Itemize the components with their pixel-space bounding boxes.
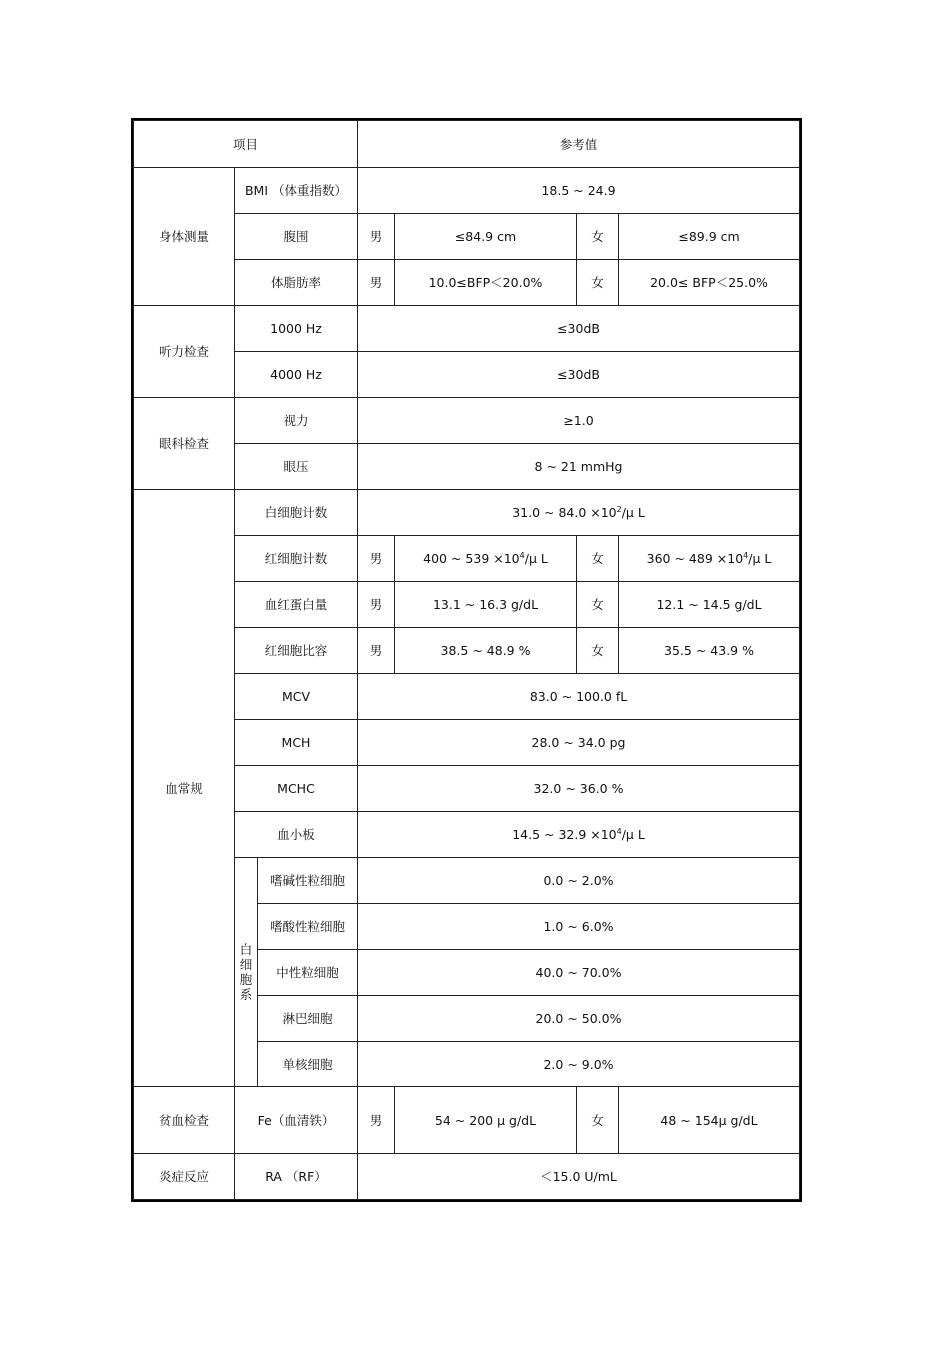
- category-body-measure: 身体测量: [134, 168, 235, 306]
- item-label: MCV: [235, 674, 358, 720]
- male-label: 男: [358, 582, 395, 628]
- female-value: 20.0≤ BFP＜25.0%: [619, 260, 800, 306]
- reference-value: 2.0 ~ 9.0%: [358, 1042, 800, 1087]
- reference-value: ≤30dB: [358, 306, 800, 352]
- item-label: 血红蛋白量: [235, 582, 358, 628]
- category-blood: 血常规: [134, 490, 235, 1087]
- item-label: 腹围: [235, 214, 358, 260]
- male-label: 男: [358, 260, 395, 306]
- male-value: 38.5 ~ 48.9 %: [395, 628, 577, 674]
- table-row: [134, 1154, 800, 1200]
- table-row: [134, 306, 800, 352]
- item-label: 白细胞计数: [235, 490, 358, 536]
- item-label: 眼压: [235, 444, 358, 490]
- male-label: 男: [358, 1087, 395, 1154]
- item-label: 视力: [235, 398, 358, 444]
- reference-value: 31.0 ~ $84.0 \times 10^2/\mu$ L: [358, 490, 800, 536]
- male-value: 54 ~ 200 μ g/dL: [395, 1087, 577, 1154]
- reference-value: ≤30dB: [358, 352, 800, 398]
- reference-value: ＜15.0 U/mL: [358, 1154, 800, 1200]
- item-label: Fe（血清铁）: [235, 1087, 358, 1154]
- reference-value: 1.0 ~ 6.0%: [358, 904, 800, 950]
- item-label: 红细胞计数: [235, 536, 358, 582]
- reference-value: ≥1.0: [358, 398, 800, 444]
- item-label: 血小板: [235, 812, 358, 858]
- category-eye: 眼科检查: [134, 398, 235, 490]
- male-value: 10.0≤BFP＜20.0%: [395, 260, 577, 306]
- item-label: RA （RF）: [235, 1154, 358, 1200]
- male-value: 13.1 ~ 16.3 g/dL: [395, 582, 577, 628]
- header-item: 项目: [134, 121, 358, 168]
- female-value: 360 ~ $489 \times 10^4/\mu$ L: [619, 536, 800, 582]
- header-reference: 参考值: [358, 121, 800, 168]
- male-label: 男: [358, 536, 395, 582]
- reference-value: 40.0 ~ 70.0%: [358, 950, 800, 996]
- female-label: 女: [577, 582, 619, 628]
- reference-value: 8 ~ 21 mmHg: [358, 444, 800, 490]
- reference-value: 14.5 ~ $32.9 \times 10^4/\mu$ L: [358, 812, 800, 858]
- table-row: [134, 1087, 800, 1154]
- reference-value: 20.0 ~ 50.0%: [358, 996, 800, 1042]
- reference-value: 18.5 ~ 24.9: [358, 168, 800, 214]
- item-label: 4000 Hz: [235, 352, 358, 398]
- male-label: 男: [358, 628, 395, 674]
- female-value: 35.5 ~ 43.9 %: [619, 628, 800, 674]
- table-row: [134, 398, 800, 444]
- female-value: 12.1 ~ 14.5 g/dL: [619, 582, 800, 628]
- item-label: 淋巴细胞: [258, 996, 358, 1042]
- female-label: 女: [577, 1087, 619, 1154]
- reference-value: 83.0 ~ 100.0 fL: [358, 674, 800, 720]
- male-value: 400 ~ $539 \times 10^4/\mu$ L: [395, 536, 577, 582]
- reference-value: 28.0 ~ 34.0 pg: [358, 720, 800, 766]
- item-label: 中性粒细胞: [258, 950, 358, 996]
- male-label: 男: [358, 214, 395, 260]
- female-value: 48 ~ 154μ g/dL: [619, 1087, 800, 1154]
- table-row: [134, 490, 800, 536]
- reference-table: [133, 120, 800, 1200]
- category-anemia: 贫血检查: [134, 1087, 235, 1154]
- male-value: ≤84.9 cm: [395, 214, 577, 260]
- header-row: [134, 121, 800, 168]
- category-inflammation: 炎症反应: [134, 1154, 235, 1200]
- item-label: MCH: [235, 720, 358, 766]
- female-label: 女: [577, 628, 619, 674]
- wbc-series-label: 白 细 胞 系: [235, 858, 258, 1087]
- table-row: [134, 168, 800, 214]
- item-label: 红细胞比容: [235, 628, 358, 674]
- female-value: ≤89.9 cm: [619, 214, 800, 260]
- item-label: 1000 Hz: [235, 306, 358, 352]
- category-hearing: 听力检查: [134, 306, 235, 398]
- female-label: 女: [577, 214, 619, 260]
- female-label: 女: [577, 260, 619, 306]
- reference-value: 32.0 ~ 36.0 %: [358, 766, 800, 812]
- item-label: 嗜碱性粒细胞: [258, 858, 358, 904]
- item-label: 单核细胞: [258, 1042, 358, 1087]
- female-label: 女: [577, 536, 619, 582]
- item-label: MCHC: [235, 766, 358, 812]
- item-label: BMI （体重指数）: [235, 168, 358, 214]
- item-label: 体脂肪率: [235, 260, 358, 306]
- item-label: 嗜酸性粒细胞: [258, 904, 358, 950]
- reference-value: 0.0 ~ 2.0%: [358, 858, 800, 904]
